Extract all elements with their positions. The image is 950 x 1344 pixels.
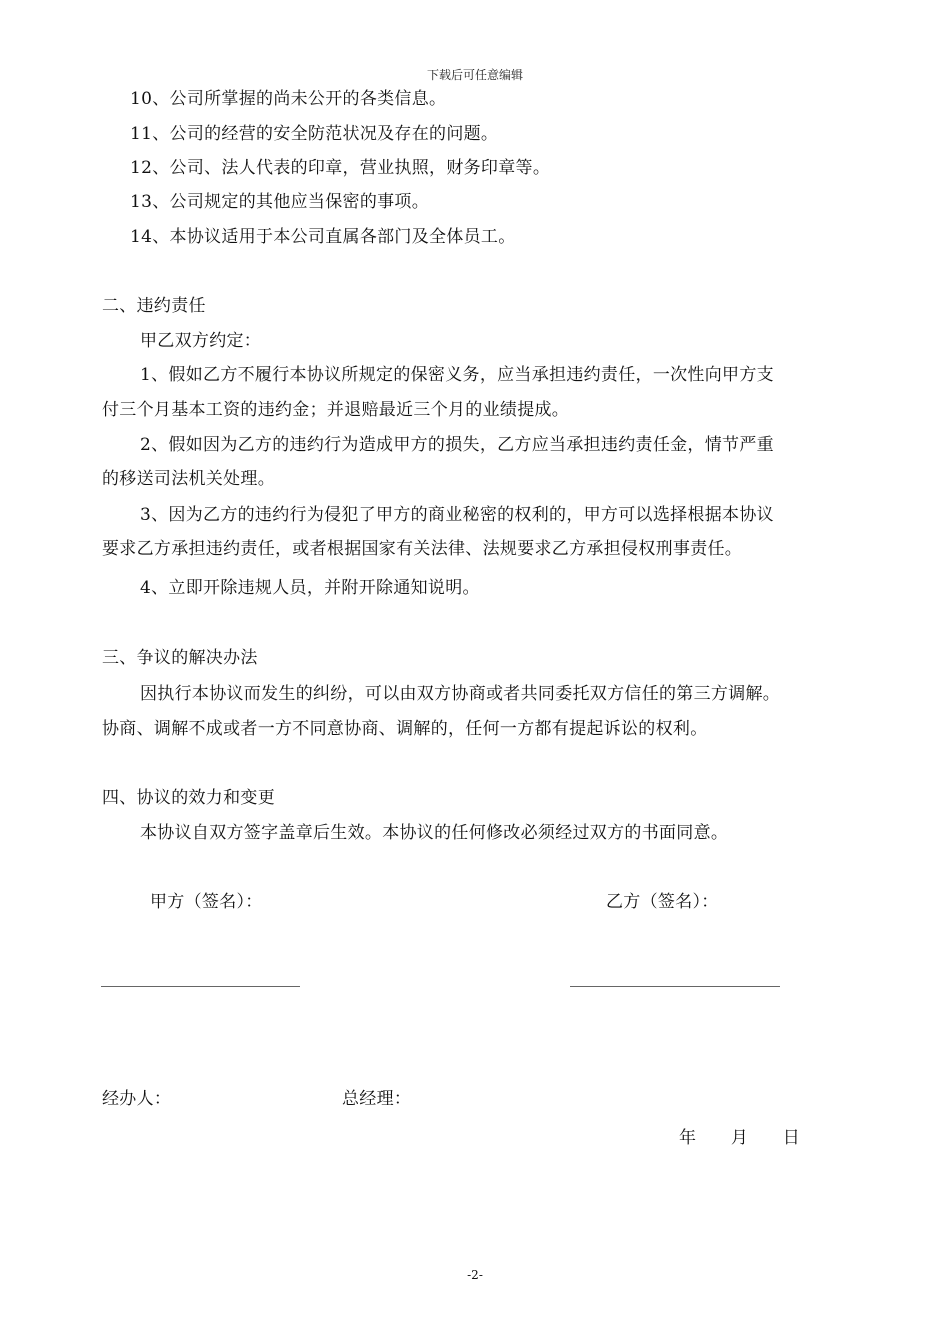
paragraph-line: 2、假如因为乙方的违约行为造成甲方的损失，乙方应当承担违约责任金，情节严重 [140, 435, 774, 455]
paragraph-line: 因执行本协议而发生的纠纷，可以由双方协商或者共同委托双方信任的第三方调解。 [140, 684, 781, 704]
page-number: -2- [467, 1268, 483, 1282]
list-item: 13、公司规定的其他应当保密的事项。 [130, 192, 430, 212]
section-title: 二、违约责任 [102, 296, 206, 316]
list-item: 11、公司的经营的安全防范状况及存在的问题。 [130, 124, 499, 144]
paragraph-line: 1、假如乙方不履行本协议所规定的保密义务，应当承担违约责任，一次性向甲方支 [140, 365, 774, 385]
section-title: 三、争议的解决办法 [102, 648, 258, 668]
paragraph: 甲乙双方约定： [140, 331, 262, 351]
paragraph-line: 付三个月基本工资的违约金；并退赔最近三个月的业绩提成。 [102, 400, 570, 420]
list-item: 10、公司所掌握的尚未公开的各类信息。 [130, 89, 447, 109]
handler-label: 经办人： [102, 1089, 172, 1109]
header-note: 下载后可任意编辑 [426, 68, 523, 82]
paragraph-line: 本协议自双方签字盖章后生效。本协议的任何修改必须经过双方的书面同意。 [140, 823, 729, 843]
section-title: 四、协议的效力和变更 [102, 788, 275, 808]
party-a-signature-line [101, 986, 300, 987]
list-item: 14、本协议适用于本公司直属各部门及全体员工。 [130, 227, 516, 247]
paragraph-line: 的移送司法机关处理。 [102, 469, 275, 489]
party-b-signature-label: 乙方（签名）： [606, 892, 719, 912]
paragraph-line: 3、因为乙方的违约行为侵犯了甲方的商业秘密的权利的，甲方可以选择根据本协议 [140, 505, 774, 525]
paragraph-line: 协商、调解不成或者一方不同意协商、调解的，任何一方都有提起诉讼的权利。 [102, 719, 708, 739]
date-line: 年 月 日 [679, 1128, 801, 1148]
general-manager-label: 总经理： [342, 1089, 412, 1109]
party-b-signature-line [570, 986, 780, 987]
party-a-signature-label: 甲方（签名）： [150, 892, 263, 912]
paragraph-line: 4、立即开除违规人员，并附开除通知说明。 [140, 578, 480, 598]
list-item: 12、公司、法人代表的印章，营业执照，财务印章等。 [130, 158, 551, 178]
paragraph-line: 要求乙方承担违约责任，或者根据国家有关法律、法规要求乙方承担侵权刑事责任。 [102, 539, 743, 559]
